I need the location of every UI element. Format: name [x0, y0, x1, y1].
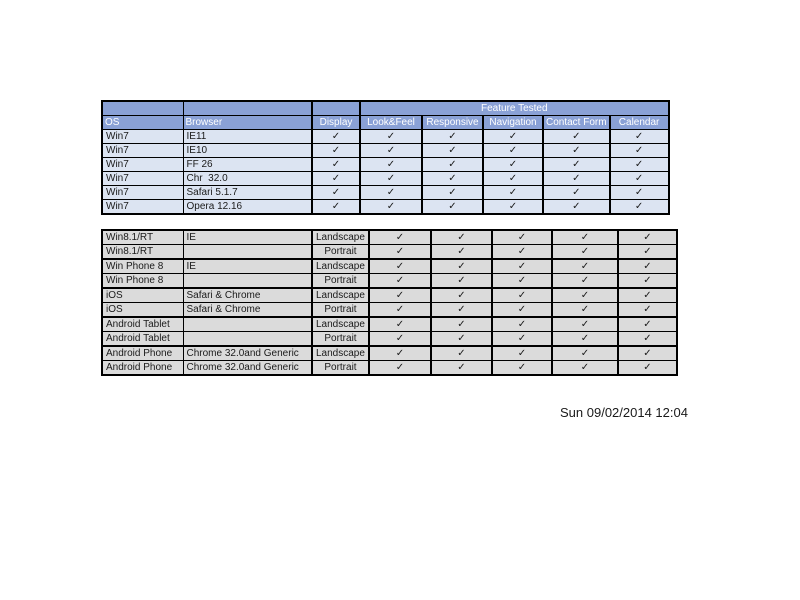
- feature-check-cell: ✓: [369, 274, 431, 289]
- display-cell: ✓: [312, 172, 360, 186]
- feature-check-cell: ✓: [360, 186, 422, 200]
- header-spacer-display: [312, 101, 360, 116]
- browser-cell: Safari & Chrome: [183, 303, 312, 318]
- feature-check-cell: ✓: [552, 274, 618, 289]
- feature-check-cell: ✓: [618, 346, 677, 361]
- os-cell: Win7: [102, 186, 183, 200]
- feature-check-cell: ✓: [618, 361, 677, 376]
- display-cell: Portrait: [312, 332, 369, 347]
- feature-check-cell: ✓: [483, 200, 543, 215]
- feature-check-cell: ✓: [552, 361, 618, 376]
- display-cell: ✓: [312, 130, 360, 144]
- feature-check-cell: ✓: [431, 303, 492, 318]
- feature-check-cell: ✓: [422, 186, 483, 200]
- feature-check-cell: ✓: [543, 144, 610, 158]
- feature-check-cell: ✓: [618, 274, 677, 289]
- display-cell: Landscape: [312, 230, 369, 245]
- col-header-lookfeel: Look&Feel: [360, 116, 422, 130]
- feature-check-cell: ✓: [618, 288, 677, 303]
- feature-check-cell: ✓: [552, 332, 618, 347]
- feature-check-cell: ✓: [610, 144, 669, 158]
- feature-check-cell: ✓: [360, 172, 422, 186]
- browser-cell: [183, 274, 312, 289]
- feature-check-cell: ✓: [483, 172, 543, 186]
- table-row: [102, 274, 677, 289]
- browser-cell: Safari & Chrome: [183, 288, 312, 303]
- feature-check-cell: ✓: [552, 303, 618, 318]
- display-cell: Portrait: [312, 245, 369, 260]
- feature-check-cell: ✓: [431, 274, 492, 289]
- browser-cell: Chrome 32.0and Generic: [183, 346, 312, 361]
- feature-check-cell: ✓: [360, 200, 422, 215]
- browser-cell: [183, 317, 312, 332]
- feature-check-cell: ✓: [610, 130, 669, 144]
- col-header-responsive: Responsive: [422, 116, 483, 130]
- feature-check-cell: ✓: [492, 288, 552, 303]
- col-header-contactform: Contact Form: [543, 116, 610, 130]
- feature-check-cell: ✓: [369, 361, 431, 376]
- os-cell: Android Phone: [102, 361, 183, 376]
- feature-check-cell: ✓: [610, 172, 669, 186]
- table-row: [102, 288, 677, 303]
- display-cell: Portrait: [312, 303, 369, 318]
- feature-check-cell: ✓: [618, 332, 677, 347]
- feature-check-cell: ✓: [422, 200, 483, 215]
- feature-check-cell: ✓: [618, 317, 677, 332]
- table-row: [102, 200, 669, 215]
- browser-cell: Chr 32.0: [183, 172, 312, 186]
- feature-check-cell: ✓: [369, 303, 431, 318]
- feature-check-cell: ✓: [552, 245, 618, 260]
- mobile-feature-test-table: [101, 229, 678, 376]
- feature-check-cell: ✓: [431, 332, 492, 347]
- header-spacer-browser: [183, 101, 312, 116]
- os-cell: Win7: [102, 172, 183, 186]
- feature-check-cell: ✓: [618, 230, 677, 245]
- feature-check-cell: ✓: [431, 230, 492, 245]
- desktop-feature-test-table: [101, 100, 670, 215]
- display-cell: ✓: [312, 200, 360, 215]
- col-header-display: Display: [312, 116, 360, 130]
- feature-check-cell: ✓: [543, 200, 610, 215]
- os-cell: Win7: [102, 158, 183, 172]
- browser-cell: Opera 12.16: [183, 200, 312, 215]
- display-cell: Landscape: [312, 346, 369, 361]
- feature-check-cell: ✓: [492, 317, 552, 332]
- display-cell: ✓: [312, 144, 360, 158]
- browser-cell: IE: [183, 259, 312, 274]
- os-cell: Win Phone 8: [102, 259, 183, 274]
- feature-tested-header-row: [102, 101, 669, 116]
- display-cell: ✓: [312, 186, 360, 200]
- os-cell: Android Tablet: [102, 317, 183, 332]
- feature-check-cell: ✓: [492, 303, 552, 318]
- feature-check-cell: ✓: [369, 288, 431, 303]
- feature-check-cell: ✓: [552, 230, 618, 245]
- browser-cell: IE11: [183, 130, 312, 144]
- feature-check-cell: ✓: [431, 361, 492, 376]
- feature-check-cell: ✓: [552, 288, 618, 303]
- feature-check-cell: ✓: [552, 317, 618, 332]
- feature-check-cell: ✓: [492, 332, 552, 347]
- os-cell: Win8.1/RT: [102, 245, 183, 260]
- feature-check-cell: ✓: [422, 130, 483, 144]
- feature-check-cell: ✓: [492, 245, 552, 260]
- feature-check-cell: ✓: [483, 186, 543, 200]
- table-row: [102, 186, 669, 200]
- col-header-os: OS: [102, 116, 183, 130]
- feature-check-cell: ✓: [492, 346, 552, 361]
- feature-check-cell: ✓: [552, 346, 618, 361]
- column-header-row: [102, 116, 669, 130]
- os-cell: iOS: [102, 303, 183, 318]
- feature-check-cell: ✓: [431, 245, 492, 260]
- display-cell: Landscape: [312, 288, 369, 303]
- feature-check-cell: ✓: [369, 332, 431, 347]
- os-cell: Android Phone: [102, 346, 183, 361]
- feature-check-cell: ✓: [483, 130, 543, 144]
- feature-check-cell: ✓: [492, 361, 552, 376]
- table-row: [102, 346, 677, 361]
- browser-cell: IE10: [183, 144, 312, 158]
- col-header-navigation: Navigation: [483, 116, 543, 130]
- feature-check-cell: ✓: [422, 144, 483, 158]
- feature-check-cell: ✓: [422, 158, 483, 172]
- feature-check-cell: ✓: [610, 158, 669, 172]
- feature-check-cell: ✓: [543, 158, 610, 172]
- table-row: [102, 303, 677, 318]
- os-cell: Win7: [102, 130, 183, 144]
- feature-check-cell: ✓: [618, 303, 677, 318]
- feature-check-cell: ✓: [492, 259, 552, 274]
- feature-check-cell: ✓: [431, 259, 492, 274]
- table-row: [102, 361, 677, 376]
- feature-check-cell: ✓: [492, 230, 552, 245]
- header-spacer-os: [102, 101, 183, 116]
- browser-cell: Safari 5.1.7: [183, 186, 312, 200]
- feature-check-cell: ✓: [369, 245, 431, 260]
- table-row: [102, 332, 677, 347]
- feature-check-cell: ✓: [543, 186, 610, 200]
- display-cell: Portrait: [312, 361, 369, 376]
- table-row: [102, 245, 677, 260]
- browser-cell: [183, 332, 312, 347]
- display-cell: Landscape: [312, 259, 369, 274]
- feature-check-cell: ✓: [431, 346, 492, 361]
- browser-cell: Chrome 32.0and Generic: [183, 361, 312, 376]
- feature-check-cell: ✓: [360, 158, 422, 172]
- feature-check-cell: ✓: [360, 144, 422, 158]
- col-header-calendar: Calendar: [610, 116, 669, 130]
- browser-cell: FF 26: [183, 158, 312, 172]
- os-cell: Win Phone 8: [102, 274, 183, 289]
- feature-check-cell: ✓: [610, 186, 669, 200]
- feature-check-cell: ✓: [369, 317, 431, 332]
- table-row: [102, 144, 669, 158]
- feature-check-cell: ✓: [483, 144, 543, 158]
- col-header-browser: Browser: [183, 116, 312, 130]
- table-row: [102, 130, 669, 144]
- browser-cell: [183, 245, 312, 260]
- os-cell: Win7: [102, 144, 183, 158]
- feature-check-cell: ✓: [543, 172, 610, 186]
- display-cell: ✓: [312, 158, 360, 172]
- feature-check-cell: ✓: [618, 259, 677, 274]
- display-cell: Landscape: [312, 317, 369, 332]
- table-row: [102, 317, 677, 332]
- feature-check-cell: ✓: [422, 172, 483, 186]
- feature-check-cell: ✓: [431, 288, 492, 303]
- table-row: [102, 230, 677, 245]
- os-cell: Win7: [102, 200, 183, 215]
- os-cell: Android Tablet: [102, 332, 183, 347]
- table-row: [102, 172, 669, 186]
- table-row: [102, 259, 677, 274]
- os-cell: iOS: [102, 288, 183, 303]
- feature-check-cell: ✓: [431, 317, 492, 332]
- feature-check-cell: ✓: [483, 158, 543, 172]
- browser-cell: IE: [183, 230, 312, 245]
- feature-tested-header: Feature Tested: [360, 101, 669, 116]
- os-cell: Win8.1/RT: [102, 230, 183, 245]
- feature-check-cell: ✓: [610, 200, 669, 215]
- feature-check-cell: ✓: [552, 259, 618, 274]
- feature-check-cell: ✓: [369, 230, 431, 245]
- feature-check-cell: ✓: [369, 259, 431, 274]
- feature-check-cell: ✓: [492, 274, 552, 289]
- display-cell: Portrait: [312, 274, 369, 289]
- feature-check-cell: ✓: [360, 130, 422, 144]
- feature-check-cell: ✓: [618, 245, 677, 260]
- timestamp: Sun 09/02/2014 12:04: [560, 405, 688, 420]
- feature-check-cell: ✓: [369, 346, 431, 361]
- table-row: [102, 158, 669, 172]
- feature-check-cell: ✓: [543, 130, 610, 144]
